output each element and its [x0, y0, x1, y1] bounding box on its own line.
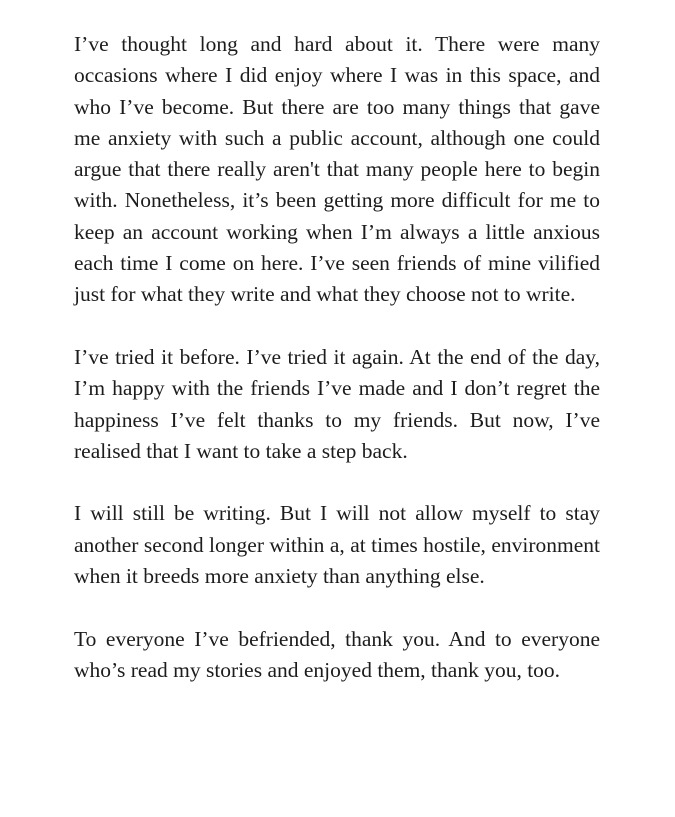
paragraph-2: I’ve tried it before. I’ve tried it again. At the end of the day, I’m happy with the friends I’ve made and I don’t regret the happiness I’ve felt thanks to my friends. But now, I’ve realised that I want to take a step back. [74, 344, 600, 463]
document-body [74, 29, 600, 686]
paragraph-4: To everyone I’ve befriended, thank you. And to everyone who’s read my stories and enjoyed them, thank you, too. [74, 626, 600, 682]
paragraph-1: I’ve thought long and hard about it. There were many occasions where I did enjoy where I was in this space, and who I’ve become. But there are too many things that gave me anxiety with such a public account, although one could argue that there really aren't that many people here to begin with. Nonetheless, it’s been getting more difficult for me to keep an account working when I’m always a little anxious each time I come on here. I’ve seen friends of mine vilified just for what they write and what they choose not to write. [74, 32, 600, 307]
paragraph-3: I will still be writing. But I will not allow myself to stay another second longer within a, at times hostile, environment when it breeds more anxiety than anything else. [74, 501, 600, 589]
